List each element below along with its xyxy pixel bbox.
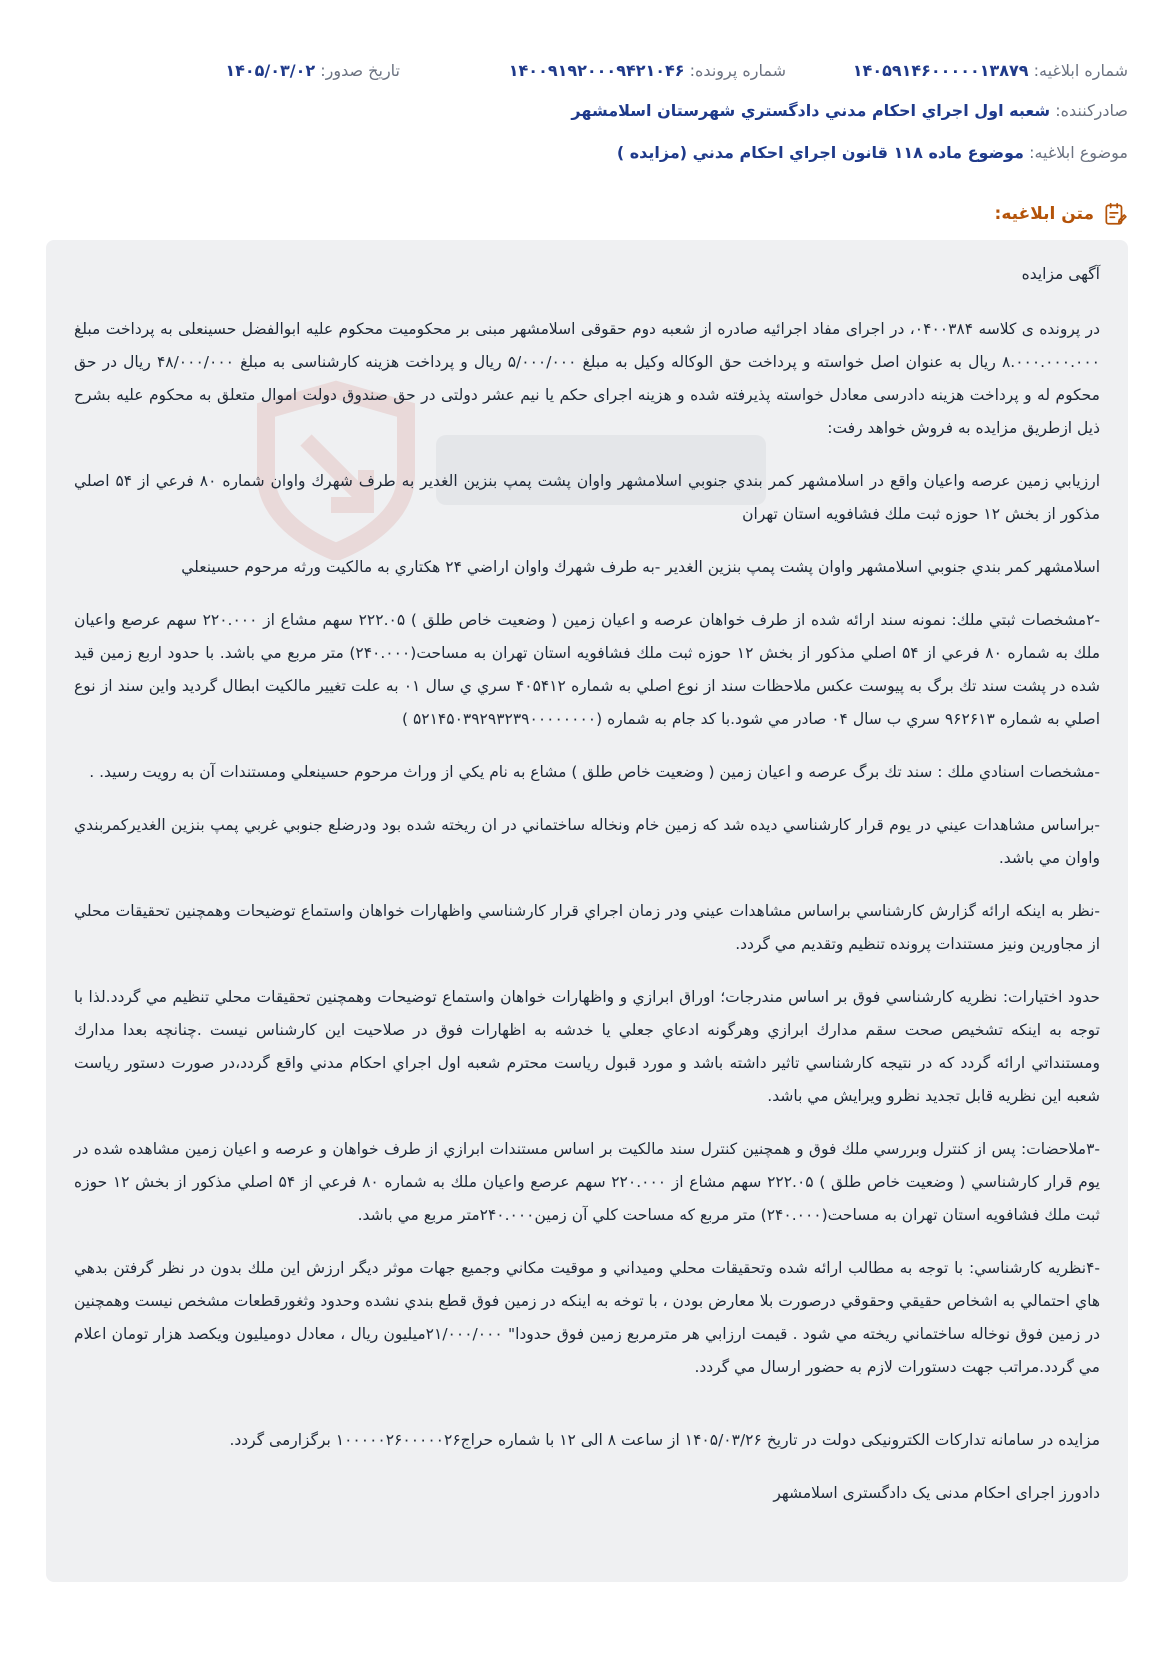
subject-label: موضوع ابلاغيه: (1029, 143, 1128, 162)
paragraph-site-observations: -براساس مشاهدات عيني در يوم قرار کارشناسي ديده شد که زمين خام ونخاله ساختماني در ان ريخته شده بود ودرضلع جنوبي غربي پمپ بنزين الغديرکمربندي واوان مي باشد. (74, 816, 1100, 867)
subject-line (617, 138, 1128, 168)
paragraph-address: اسلامشهر کمر بندي جنوبي اسلامشهر واوان پشت پمپ بنزين الغدير -به طرف شهرك واوان اراضي ۲۴ هکتاري به مالکيت ورثه مرحوم حسينعلي (181, 558, 1100, 576)
issuer-value: شعبه اول اجراي احکام مدني دادگستري شهرستان اسلامشهر (571, 101, 1051, 120)
meta-row (46, 56, 1128, 86)
subject-value: موضوع ماده ۱۱۸ قانون اجراي احکام مدني (مزايده ) (616, 143, 1024, 162)
issuer-line (571, 96, 1128, 126)
notice-number (853, 56, 1128, 86)
paragraph-expert-opinion: -۴نظريه کارشناسي: با توجه به مطالب ارائه شده وتحقيقات محلي وميداني و موقيت مکاني وجميع جهات موثر ديگر ارزش اين ملك بدون در نظر گرفتن بدهي هاي احتمالي به اشخاص حقيقي وحقوقي درصورت بلا معارض بودن ، با توخه به اينکه در زمين فوق قطع بندي نشده وحدود وثغورقطعات مشخص نيست وهمچنين در زمين فوق نوخاله ساختماني ريخته مي شود . قيمت ارزابي هر مترمربع زمين فوق حدودا" ۲۱/۰۰۰/۰۰۰ميليون ريال ، معادل دوميليون ويکصد هزار تومان اعلام مي گردد.مراتب جهت دستورات لازم به حضور ارسال مي گردد. (74, 1259, 1100, 1376)
document-edit-icon (1102, 201, 1128, 227)
issue-date-label: تاريخ صدور: (320, 61, 400, 80)
notice-number-value: ۱۴۰۵۹۱۴۶۰۰۰۰۰۱۳۸۷۹ (852, 61, 1029, 80)
issue-date-value: ۱۴۰۵/۰۳/۰۲ (225, 61, 316, 80)
paragraph-document-details: -مشخصات اسنادي ملك : سند تك برگ عرصه و اعيان زمين ( وضعيت خاص طلق ) مشاع به نام يکي از وراث مرحوم حسينعلي ومستندات آن به رويت رسيد. . (89, 763, 1100, 781)
section-title-text: متن ابلاغيه: (994, 204, 1094, 224)
paragraph-signature: دادورز اجرای احکام مدنی یک دادگستری اسلامشهر (773, 1484, 1100, 1502)
case-number (509, 56, 786, 86)
issue-date (225, 56, 400, 86)
paragraph-report-basis: -نظر به اينکه ارائه گزارش کارشناسي براساس مشاهدات عيني ودر زمان اجراي قرار کارشناسي واظهارات خواهان واستماع توضيحات وهمچنين تحقيقات محلي از مجاورين ونيز مستندات پرونده تنظيم وتقديم مي گردد. (74, 902, 1100, 953)
paragraph-authority-limits: حدود اختيارات: نظريه کارشناسي فوق بر اساس مندرجات؛ اوراق ابرازي و واظهارات خواهان واستماع توضيحات وهمچنين تحقيقات محلي تنظيم مي گردد.لذا با توجه به اينکه تشخيص صحت سقم مدارك ابرازي وهرگونه ادعاي جعلي يا خدشه به اظهارات فوق در صلاحيت اين کارشناس نيست .چنانچه بعدا مدارك ومستنداتي ارائه گردد که در نتيجه کارشناسي تاثير داشته باشد و مورد قبول رياست محترم شعبه اول اجراي احکام مدني واقع گردد،در صورت دستور رياست شعبه اين نظريه قابل تجديد نظرو ويرايش مي باشد. (74, 988, 1100, 1105)
issuer-label: صادرکننده: (1055, 101, 1128, 120)
case-number-value: ۱۴۰۰۹۱۹۲۰۰۰۹۴۲۱۰۴۶ (508, 61, 685, 80)
notice-number-label: شماره ابلاغيه: (1033, 61, 1128, 80)
case-number-label: شماره پرونده: (689, 61, 786, 80)
paragraph-remarks: -۳ملاحضات: پس از کنترل وبررسي ملك فوق و همچنين کنترل سند مالکيت بر اساس مستندات ابرازي از طرف خواهان و عرصه و اعيان زمين مشاهده شده در يوم قرار کارشناسي ( وضعيت خاص طلق ) ۲۲۲.۰۵ سهم مشاع از ۲۲۰.۰۰۰ سهم عرصع واعيان ملك به شماره ۸۰ فرعي از ۵۴ اصلي مذکور از بخش ۱۲ حوزه ثبت ملك فشافويه استان تهران به مساحت(۲۴۰.۰۰۰) متر مربع که مساحت کلي آن زمين۲۴۰.۰۰۰متر مربع مي باشد. (74, 1140, 1101, 1224)
notice-content-box (46, 240, 1128, 1582)
section-title (995, 198, 1128, 230)
paragraph-valuation-location: ارزيابي زمين عرصه واعيان واقع در اسلامشهر کمر بندي جنوبي اسلامشهر واوان پشت پمپ بنزين الغدير به طرف شهرك واوان شماره ۸۰ فرعي از ۵۴ اصلي مذکور از بخش ۱۲ حوزه ثبت ملك فشافويه استان تهران (74, 472, 1101, 523)
paragraph-auction-schedule: مزایده در سامانه تدارکات الکترونیکی دولت در تاریخ ۱۴۰۵/۰۳/۲۶ از ساعت ۸ الی ۱۲ با شماره حراج۱۰۰۰۰۰۲۶۰۰۰۰۰۲۶ برگزارمی گردد. (229, 1431, 1100, 1449)
notice-heading: آگهی مزایده (1021, 265, 1100, 283)
paragraph-registration-details: -۲مشخصات ثبتي ملك: نمونه سند ارائه شده از طرف خواهان عرصه و اعيان زمين ( وضعيت خاص طلق ) ۲۲۲.۰۵ سهم مشاع از ۲۲۰.۰۰۰ سهم عرصع واعيان ملك به شماره ۸۰ فرعي از ۵۴ اصلي مذکور از بخش ۱۲ حوزه ثبت ملك فشافويه استان تهران به مساحت(۲۴۰.۰۰۰) متر مربع مي باشد. با حدود اربع زمين قيد شده در پشت سند تك برگ به پيوست عکس ملاحظات سند از نوع اصلي به شماره ۴۰۵۴۱۲ سري ي سال ۰۱ به علت تغيير مالکيت ابطال گرديد واين سند از نوع اصلي به شماره ۹۶۲۶۱۳ سري ب سال ۰۴ صادر مي شود.با کد جام به شماره (۵۲۱۴۵۰۳۹۲۹۳۲۳۹۰۰۰۰۰۰۰۰ ) (74, 611, 1101, 728)
paragraph-case-intro: در پرونده ی کلاسه ۰۴۰۰۳۸۴، در اجرای مفاد اجرائیه صادره از شعبه دوم حقوقی اسلامشهر مبنی بر محکومیت محکوم علیه ابوالفضل حسینعلی به پرداخت مبلغ ۸.۰۰۰.۰۰۰.۰۰۰ ریال به عنوان اصل خواسته و پرداخت حق الوکاله وکیل به مبلغ ۵/۰۰۰/۰۰۰ ریال و پرداخت هزینه کارشناسی به مبلغ ۴۸/۰۰۰/۰۰۰ ریال در حق محکوم له و پرداخت هزینه دادرسی معادل خواسته پذیرفته شده و هزینه اجرای حکم یا نیم عشر دولتی در حق صندوق دولت اموال متعلق به محکوم علیه بشرح ذیل ازطریق مزایده به فروش خواهد رفت: (74, 320, 1100, 437)
